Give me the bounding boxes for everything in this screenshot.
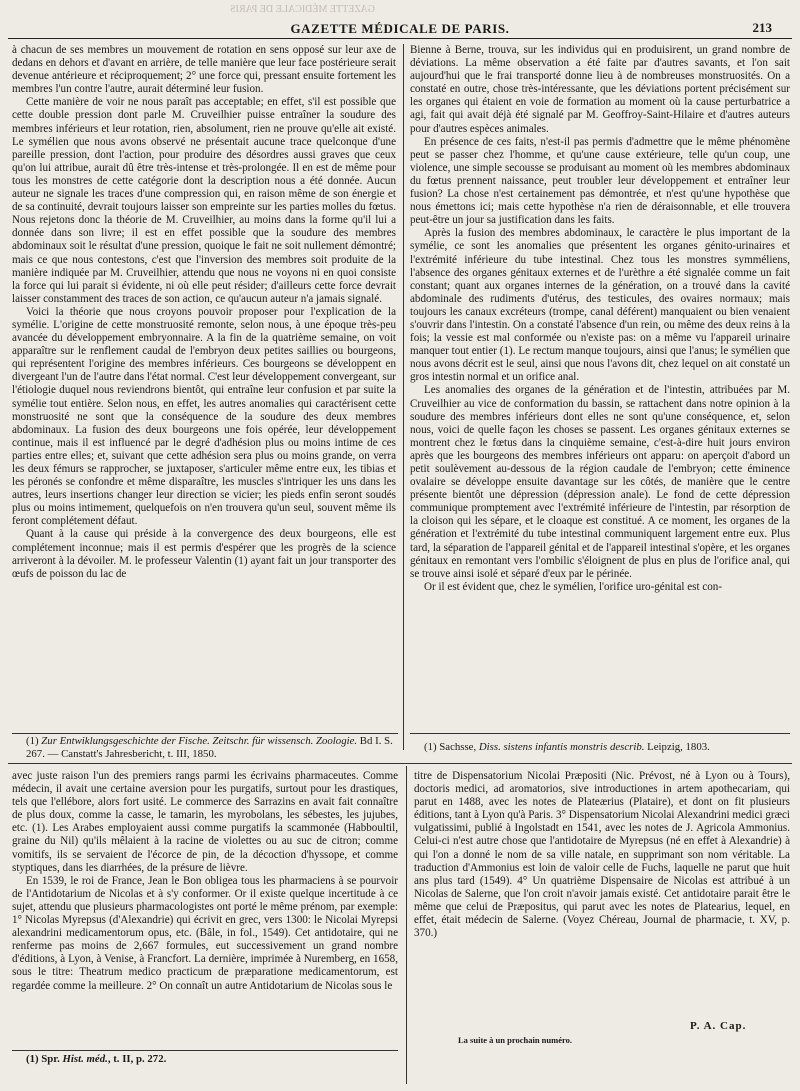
paragraph: Voici la théorie que nous croyons pouvoir proposer pour l'explication de la symélie. L'origine de cette monstruosité remonte, selon nous, à une époque très-peu avancée du développement embryonnaire. A la fin de la quatrième semaine, on voit apparaître sur le renflement caudal de l'embryon deux petites saillies ou bourgeons, qui représentent l'origine des membres inférieurs. Ces bourgeons se développent en divergeant l'un de l'autre dans l'état normal. C'est leur développement convergeant, sur l'étiologie duquel nous reviendrons bientôt, qui entraîne leur confusion et par suite la symélie tout entière. Selon nous, en effet, les autres anomalies qui caractérisent cette monstruosité ne sont que la conséquence de la soudure des deux membres abdominaux. La fusion des deux bourgeons une fois opérée, leur développement continue, mais il est influencé par le degré d'adhésion plus ou moins intime de ces parties entre elles; et, suivant que cette adhésion sera plus ou moins grande, on verra les deux fémurs se rapprocher, se juxtaposer, s'articuler même entre eux, les tibias et les péronés se confondre et même disparaître, les muscles s'intriquer les uns dans les autres, leurs insertions changer leur direction se vicier; les pieds enfin seront soudés plus ou moins intimement, quelquefois on n'en trouvera qu'un seul, souvent même ils feront complétement défaut. [12, 305, 396, 528]
footnote-rule [12, 733, 398, 734]
paragraph: En 1539, le roi de France, Jean le Bon obligea tous les pharmaciens à se pourvoir de l'Antidotarium de Nicolas et à s'y conformer. Or il existe quelque incertitude à ce sujet, attendu que plusieurs pharmacologistes ont porté le même prénom, par exemple: 1° Nicolas Myrepsus (d'Alexandrie) qui écrivit en grec, vers 1300: le Nicolai Myrepsi alexandrini medicamentorum opus, etc. (Bâle, in fol., 1549). Cet antidotaire, qui ne renferme pas moins de 2,667 formules, eut successivement un grand nombre d'éditions, à Lyon, à Venise, à Francfort. La dernière, imprimée à Nuremberg, en 1658, sous le titre: Theatrum medico practicum de præparatione medicamentorum, est regardée comme la meilleure. 2° On connaît un autre Antidotarium de Nicolas sous le [12, 874, 398, 992]
page-header [8, 22, 792, 39]
footnote: (1) Sachsse, Diss. sistens infantis monstris describ. Leipzig, 1803. [424, 741, 710, 753]
paragraph: Bienne à Berne, trouva, sur les individus qui en produisirent, un grand nombre de déviations. La même observation a été faite par d'autres savants, et l'on sait aujourd'hui que le frai transporté donne lieu à de nombreuses monstruosités. On a constaté en outre, chose très-intéressante, que les déviations portent précisément sur les organes qui étaient en voie de formation au moment où la cause perturbatrice a agi, fait qui avait déjà été signalé par M. Geoffroy-Saint-Hilaire et d'autres auteurs pour d'autres espèces animales. [410, 44, 790, 135]
page-number: 213 [752, 20, 772, 35]
bleed-through-text: GAZETTE MÉDICALE DE PARIS [230, 4, 375, 15]
bottom-right-column [414, 770, 790, 1018]
top-right-column [410, 44, 790, 730]
paragraph: Les anomalies des organes de la génération et de l'intestin, attribuées par M. Cruveilhier au vice de conformation du bassin, se rattachent dans notre opinion à la soudure des membres inférieurs dont elles ne sont qu'une conséquence, et, selon nous, voici de quelle façon les choses se passent. Les organes génitaux externes se montrent chez le fœtus dans la cinquième semaine, c'est-à-dire huit jours environ après que les bourgeons des membres inférieurs ont apparu: on aperçoit d'abord un petit soulèvement au-dessous de la région caudale de l'embryon; cette éminence ovalaire se développe ensuite davantage sur les côtés, de manière que le centre présente bientôt une dépression (dépression anale). Le fond de cette dépression communique promptement avec l'extrémité inférieure de l'intestin, par résorption de la cloison qui les sépare, et le cloaque est constitué. A ce moment, les organes de la génération et l'extrémité du tube intestinal communiquent largement entre eux. Plus tard, la séparation de l'appareil génital et de l'appareil intestinal s'opère, et les organes génitaux en remontant vers l'ombilic s'éloignent de plus en plus de l'orifice anal, qui se trouve ainsi isolé et séparé d'eux par le périnée. [410, 384, 790, 580]
paragraph: Quant à la cause qui préside à la convergence des deux bourgeons, elle est complétement inconnue; mais il est permis d'espérer que les progrès de la science arriveront à la dévoiler. M. le professeur Valentin (1) ayant fait un jour transporter des œufs de poisson du lac de [12, 528, 396, 580]
paragraph: Cette manière de voir ne nous paraît pas acceptable; en effet, s'il est possible que cette double pression dont parle M. Cruveilhier puisse entraîner la soudure des membres inférieurs et leur rotation, rien, absolument, rien ne prouve qu'elle ait existé. Le symélien que nous avons observé ne présentait aucune trace quelconque d'une pareille pression, dont l'action, pour produire des désordres aussi graves que ceux qu'on lui attribue, aurait dû être très-intense et très-prolongée. Il en est de même pour tous les monstres de cette catégorie dont la description nous a été donnée. Aucun auteur ne signale les traces d'une compression qui, en raison même de son énergie et de sa continuité, devrait toujours laisser son empreinte sur les parties molles du fœtus. Nous rejetons donc la théorie de M. Cruveilhier, au moins dans la forme qu'il lui a donnée dans son livre; il est en effet possible que la soudure des membres abdominaux soit le résultat d'une pression, quoique le fait ne soit nullement démontré; mais ce que nous contestons, c'est que l'inversion des membres soit produite de la manière indiquée par M. Cruveilhier, attendu que nous ne voyons ni en quoi consiste la force qui lui parait si évidente, ni où elle peut résider; d'ailleurs cette force devrait laisser constamment des traces de son action, ce qu'aucun auteur n'a jamais signalé. [12, 96, 396, 305]
bottom-left-column [12, 770, 398, 1046]
section-divider [8, 763, 792, 764]
paragraph: titre de Dispensatorium Nicolai Præpositi (Nic. Prévost, né à Lyon ou à Tours), doctoris medici, ad aromatorios, sive introductiones in artem apothecariam, qui parut en 1488, avec les notes de Plateærius (Plataire), et dont on fit plusieurs éditions, tant à Lyon qu'à Paris. 3° Dispensatorium Nicolai Alexandrini medici græci vulgatissimi, publié à Ingolstadt en 1541, avec les notes de J. Agricola Ammonius. Celui-ci n'est autre chose que l'antidotaire de Myrepsus (né en effet à Alexandrie) à qui l'on a donné le nom de sa ville natale, en supprimant son nom véritable. La traduction d'Ammonius est loin de valoir celle de Fuchs, laquelle ne parut que huit ans plus tard (1549). 4° Un quatrième Dispensaire de Nicolas est attribué à un Nicolas de Salerne, que l'on croit n'avoir jamais existé. Cet antidotaire parait être le même que celui de Præpositus, qui parut avec les notes de Platearius, lequel, en effet, était médecin de Salerne. (Voyez Chéreau, Journal de pharmacie, t. XV, p. 370.) [414, 770, 790, 940]
journal-title: GAZETTE MÉDICALE DE PARIS. [290, 21, 510, 36]
footnote-rule [12, 1050, 398, 1051]
column-divider [406, 766, 407, 1084]
paragraph: Après la fusion des membres abdominaux, le caractère le plus important de la symélie, ce sont les anomalies que présentent les organes génito-urinaires et l'extrémité inférieure du tube intestinal. Chez tous les monstres symméliens, l'absence des organes génitaux externes et de l'urèthre a été signalée comme un fait constant; quant aux organes internes de la génération, on a trouvé dans la cavité abdominale des rudiments d'utérus, des testicules, des ovaires normaux; mais toujours les canaux excréteurs (trompe, canal déférent) manquaient ou bien venaient s'ouvrir dans l'intestin. On a constaté l'absence d'un rein, ou même des deux reins à la fois; la vessie est mal conformée ou n'existe pas: on a même vu l'appareil urinaire manquer tout entier (1). Le rectum manque toujours, ainsi que l'anus; le symélien que nous avons décrit est le seul, ainsi que nous l'avons dit, chez lequel on ait constaté un gros intestin normal et un orifice anal. [410, 227, 790, 384]
paragraph: avec juste raison l'un des premiers rangs parmi les écrivains pharmaceutes. Comme médecin, il avait une certaine aversion pour les purgatifs, surtout pour les drastiques, tels que l'ellébore, alors fort usité. Le commerce des Sarrazins en avait fait connaître de plus doux, comme la casse, le tamarin, les myrobolans, les sébestes, les jujubes, etc. (1). Les Arabes employaient aussi comme purgatifs la scammonée (Habboultil, graine du Nil) qu'ils mêlaient à la racine de violettes ou au suc de citron; comme vomitifs, ils se servaient de l'écorce de pin, de la décoction d'hyssope, et comme styptiques, dans les diarrhées, de la présure de lièvre. [12, 770, 398, 874]
paragraph: à chacun de ses membres un mouvement de rotation en sens opposé sur leur axe de dedans en dehors et d'avant en arrière, de telle manière que leur face postérieure serait devenue antérieure et réciproquement; 2° une force qui, pressant ensuite fortement les membres l'un contre l'autre, aurait déterminé leur fusion. [12, 44, 396, 96]
top-left-column [12, 44, 396, 730]
paragraph: Or il est évident que, chez le symélien, l'orifice uro-génital est con- [424, 580, 723, 593]
footnote: (1) Zur Entwiklungsgeschichte der Fische. Zeitschr. für wissensch. Zoologie. Bd I. S. 267. — Canstatt's Jahresbericht, t. III, 1850. [26, 735, 393, 760]
author-signature: P. A. Cap. [690, 1020, 747, 1032]
paragraph: En présence de ces faits, n'est-il pas permis d'admettre que le même phénomène peut se passer chez l'homme, et qu'une cause extérieure, telle qu'un coup, une violence, une simple secousse se produisant au moment où les membres abdominaux du fœtus prennent naissance, peut troubler leur développement et entraîner leur fusion? La chose n'est certainement pas démontrée, et n'est qu'une hypothèse que nous émettons ici; mais cette hypothèse n'a rien de déraisonnable, et elle trouvera peut-être un jour sa justification dans les faits. [410, 135, 790, 227]
column-divider [403, 44, 404, 750]
footnote: (1) Spr. Hist. méd., t. II, p. 272. [26, 1053, 167, 1065]
continuation-note: La suite à un prochain numéro. [458, 1035, 572, 1045]
footnote-rule [410, 733, 790, 734]
